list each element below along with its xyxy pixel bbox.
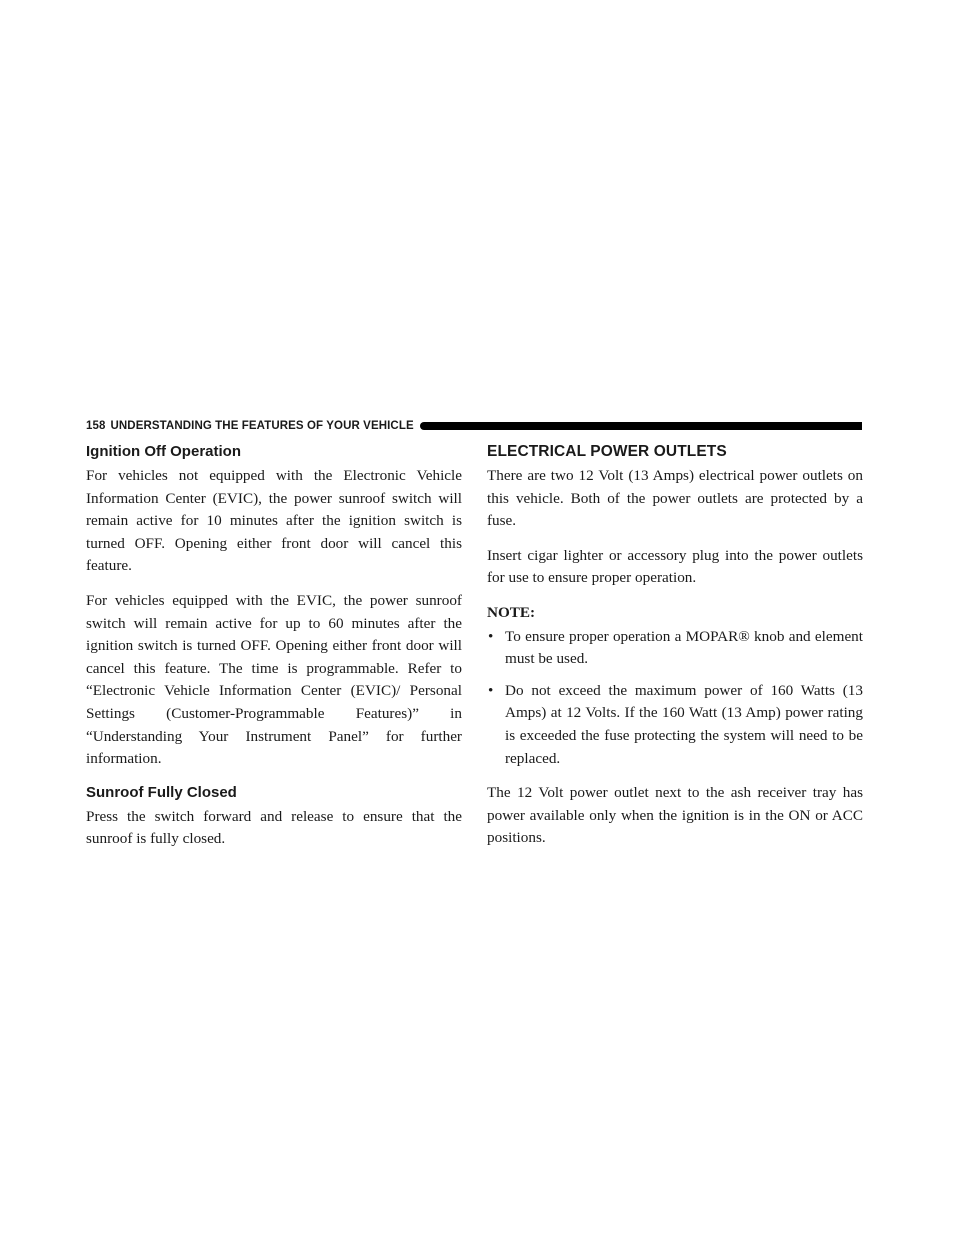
sunroof-paragraph: Press the switch forward and release to ensure that the sunroof is fully closed. bbox=[86, 807, 462, 848]
page-number: 158 bbox=[86, 420, 106, 432]
ignition-paragraph-1: For vehicles not equipped with the Electronic Vehicle Information Center (EVIC), the power sunroof switch will remain active for 10 minutes after the ignition switch is turned OFF. Opening either front door will cancel this feature. bbox=[86, 467, 462, 575]
list-item bbox=[487, 680, 863, 770]
section-title: UNDERSTANDING THE FEATURES OF YOUR VEHICLE bbox=[110, 420, 414, 432]
ignition-paragraph-2: For vehicles equipped with the EVIC, the power sunroof switch will remain active for up to 60 minutes after the ignition switch is turned OFF. Opening either front door will cancel this feature. The time is programmable. Refer to “Electronic Vehicle Information Center (EVIC)/ Personal Settings (Customer-Programmable Features)” in “Understanding Your Instrument Panel” for further information. bbox=[86, 591, 462, 768]
bullet-icon: • bbox=[488, 681, 494, 699]
header-rule bbox=[420, 422, 862, 430]
note-item-text: To ensure proper operation a MOPAR® knob and element must be used. bbox=[505, 627, 863, 668]
sunroof-closed-heading: Sunroof Fully Closed bbox=[86, 783, 237, 801]
power-outlets-heading: ELECTRICAL POWER OUTLETS bbox=[487, 443, 727, 460]
ignition-off-heading: Ignition Off Operation bbox=[86, 443, 241, 460]
outlets-paragraph-3: The 12 Volt power outlet next to the ash receiver tray has power available only when the ignition is in the ON or ACC positions. bbox=[487, 784, 863, 847]
list-item bbox=[487, 626, 863, 671]
note-list bbox=[487, 626, 863, 771]
outlets-paragraph-2: Insert cigar lighter or accessory plug into the power outlets for use to ensure proper operation. bbox=[487, 546, 863, 587]
note-item-text: Do not exceed the maximum power of 160 Watts (13 Amps) at 12 Volts. If the 160 Watt (13 Amp) power rating is exceeded the fuse protecting the system will need to be replaced. bbox=[505, 681, 863, 767]
outlets-paragraph-1: There are two 12 Volt (13 Amps) electrical power outlets on this vehicle. Both of the power outlets are protected by a fuse. bbox=[487, 467, 863, 530]
page-header bbox=[86, 418, 862, 434]
bullet-icon: • bbox=[488, 627, 494, 645]
left-column bbox=[86, 442, 462, 863]
note-label: NOTE: bbox=[487, 603, 536, 621]
right-column bbox=[487, 442, 863, 862]
